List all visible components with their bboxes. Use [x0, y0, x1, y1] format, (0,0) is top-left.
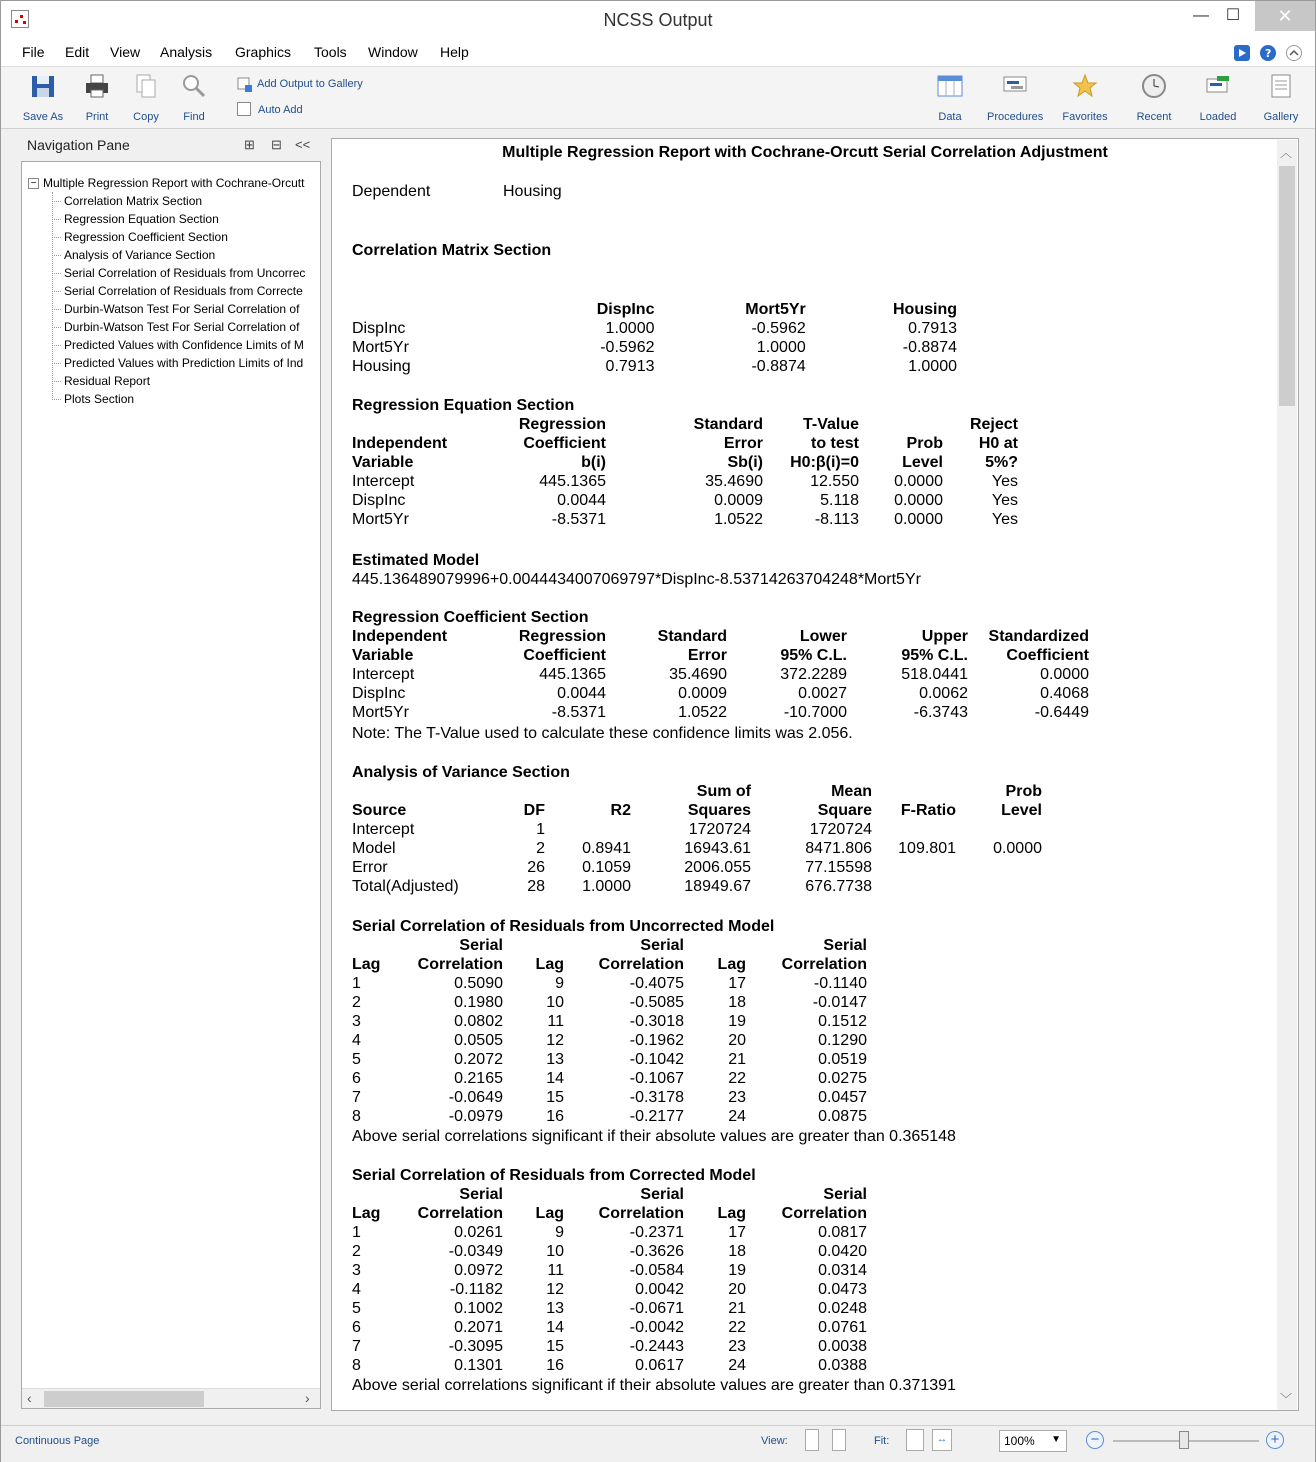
nav-item-predicted-prediction[interactable]: Predicted Values with Prediction Limits of Ind — [52, 354, 305, 372]
table-row: Intercept 445.1365 35.4690 12.550 0.0000 Yes — [352, 473, 1018, 490]
print-icon — [84, 73, 110, 99]
table-header-row: Independent Regression Standard Lower Upper Standardized — [352, 628, 1089, 645]
nav-item-analysis-of-variance[interactable]: Analysis of Variance Section — [52, 246, 305, 264]
table-row: 3 0.0802 11 -0.3018 19 0.1512 — [352, 1013, 867, 1030]
table-row: 6 0.2165 14 -0.1067 22 0.0275 — [352, 1070, 867, 1087]
table-row: 3 0.0972 11 -0.0584 19 0.0314 — [352, 1262, 867, 1279]
table-row: Total(Adjusted) 28 1.0000 18949.67 676.7738 — [352, 878, 872, 895]
nav-item-residual-report[interactable]: Residual Report — [52, 372, 305, 390]
save-icon — [30, 73, 56, 99]
chevron-down-icon: ▼ — [1051, 1434, 1061, 1445]
table-row: 5 0.2072 13 -0.1042 21 0.0519 — [352, 1051, 867, 1068]
maximize-button[interactable]: ☐ — [1225, 7, 1241, 24]
report-vertical-scrollbar[interactable] — [1277, 140, 1297, 1410]
serial-corrected-note: Above serial correlations significant if their absolute values are greater than 0.371391 — [352, 1377, 956, 1394]
regression-coefficient-title: Regression Coefficient Section — [352, 609, 589, 626]
table-row: Mort5Yr -8.5371 1.0522 -8.113 0.0000 Yes — [352, 511, 1018, 528]
scroll-up-icon[interactable]: ︿ — [1280, 146, 1293, 160]
table-header-row: Lag Correlation Lag Correlation Lag Correlation — [352, 956, 867, 973]
table-row: Intercept 1 1720724 1720724 — [352, 821, 872, 838]
navigation-pane-title: Navigation Pane — [27, 137, 130, 153]
print-button[interactable] — [69, 73, 125, 123]
table-row: 2 0.1980 10 -0.5085 18 -0.0147 — [352, 994, 867, 1011]
tree-collapse-icon[interactable]: − — [28, 178, 39, 189]
zoom-slider-thumb[interactable] — [1179, 1431, 1189, 1449]
favorites-button[interactable] — [1057, 73, 1113, 123]
table-row: Housing 0.7913 -0.8874 1.0000 — [352, 358, 957, 375]
gallery-button[interactable] — [1253, 73, 1309, 123]
loaded-label: Loaded — [1199, 111, 1237, 123]
table-row: Intercept 445.1365 35.4690 372.2289 518.0441 0.0000 — [352, 666, 1089, 683]
auto-add-checkbox[interactable] — [237, 102, 251, 116]
hide-pane-button[interactable]: << — [295, 137, 311, 152]
single-page-view-icon[interactable] — [805, 1429, 819, 1451]
table-header-row: Regression Standard T-Value Reject — [518, 416, 1018, 433]
anova-title: Analysis of Variance Section — [352, 764, 570, 781]
title-bar — [1, 1, 1315, 39]
table-header-row: DispInc Mort5Yr Housing — [596, 301, 957, 318]
table-header-row: Variable b(i) Sb(i) H0:β(i)=0 Level 5%? — [352, 454, 1018, 471]
star-icon — [1072, 73, 1098, 99]
menu-edit[interactable]: Edit — [65, 44, 90, 60]
nav-item-durbin-watson-1[interactable]: Durbin-Watson Test For Serial Correlation of — [52, 300, 305, 318]
table-header-row: Variable Coefficient Error 95% C.L. 95% C.L. Coefficient — [352, 647, 1089, 664]
nav-horizontal-scrollbar[interactable] — [22, 1388, 320, 1408]
table-row: 5 0.1002 13 -0.0671 21 0.0248 — [352, 1300, 867, 1317]
magnifier-icon — [181, 73, 207, 99]
minimize-button[interactable]: — — [1193, 7, 1209, 24]
tree-root-label: Multiple Regression Report with Cochrane-Orcutt — [43, 176, 305, 190]
nav-item-regression-equation[interactable]: Regression Equation Section — [52, 210, 305, 228]
nav-scroll-thumb[interactable] — [44, 1391, 204, 1407]
auto-add-label: Auto Add — [258, 104, 303, 116]
collapse-all-icon[interactable]: ⊟ — [271, 137, 282, 152]
status-bar — [1, 1425, 1315, 1462]
serial-corrected-table — [352, 1185, 867, 1375]
procedures-label: Procedures — [987, 111, 1044, 123]
serial-corrected-title: Serial Correlation of Residuals from Corrected Model — [352, 1167, 756, 1184]
scroll-right-icon[interactable]: › — [305, 1390, 310, 1406]
table-row: DispInc 0.0044 0.0009 5.118 0.0000 Yes — [352, 492, 1018, 509]
nav-item-predicted-confidence[interactable]: Predicted Values with Confidence Limits of M — [52, 336, 305, 354]
zoom-select[interactable] — [999, 1430, 1067, 1452]
table-row: Model 2 0.8941 16943.61 8471.806 109.801 0.0000 — [352, 840, 1042, 857]
find-button[interactable] — [166, 73, 222, 123]
table-header-row: Serial Serial Serial — [459, 937, 867, 954]
expand-all-icon[interactable]: ⊞ — [244, 137, 255, 152]
loaded-button[interactable] — [1190, 73, 1246, 123]
table-row: 6 0.2071 14 -0.0042 22 0.0761 — [352, 1319, 867, 1336]
procedures-button[interactable] — [987, 73, 1043, 123]
table-header-row: Source DF R2 Squares Square F-Ratio Level — [352, 802, 1042, 819]
scroll-left-icon[interactable]: ‹ — [27, 1390, 32, 1406]
serial-uncorrected-note: Above serial correlations significant if their absolute values are greater than 0.365148 — [352, 1128, 956, 1145]
add-output-icon — [237, 77, 253, 93]
gallery-icon — [1268, 73, 1294, 99]
spreadsheet-icon — [937, 73, 963, 99]
zoom-out-icon[interactable]: − — [1086, 1431, 1104, 1449]
confidence-limits-note: Note: The T-Value used to calculate these confidence limits was 2.056. — [352, 725, 853, 742]
menu-graphics[interactable]: Graphics — [235, 44, 292, 60]
table-header-row: Lag Correlation Lag Correlation Lag Correlation — [352, 1205, 867, 1222]
report-title: Multiple Regression Report with Cochrane-Orcutt Serial Correlation Adjustment — [502, 144, 1108, 161]
fit-label: Fit: — [874, 1435, 890, 1447]
navigation-pane — [21, 161, 321, 1409]
find-label: Find — [183, 111, 205, 123]
serial-uncorrected-table — [352, 936, 867, 1126]
correlation-matrix-title: Correlation Matrix Section — [352, 242, 552, 259]
report-pane — [331, 138, 1299, 1411]
copy-icon — [133, 73, 159, 99]
svg-text:?: ? — [1265, 47, 1272, 60]
procedures-icon — [1002, 73, 1028, 99]
menu-view[interactable]: View — [110, 44, 141, 60]
view-label: View: — [761, 1435, 788, 1447]
fit-page-icon[interactable] — [906, 1429, 924, 1451]
table-row: 4 -0.1182 12 0.0042 20 0.0473 — [352, 1281, 867, 1298]
estimated-model-title: Estimated Model — [352, 552, 480, 569]
zoom-value: 100% — [1004, 1434, 1035, 1448]
menu-tools[interactable]: Tools — [314, 44, 347, 60]
clock-icon — [1141, 73, 1167, 99]
dependent-label: Dependent — [352, 183, 431, 200]
favorites-label: Favorites — [1062, 111, 1108, 123]
table-row: 7 -0.3095 15 -0.2443 23 0.0038 — [352, 1338, 867, 1355]
collapse-ribbon-icon[interactable] — [1286, 45, 1302, 61]
recent-label: Recent — [1136, 111, 1172, 123]
table-row: 2 -0.0349 10 -0.3626 18 0.0420 — [352, 1243, 867, 1260]
table-row: DispInc 0.0044 0.0009 0.0027 0.0062 0.4068 — [352, 685, 1089, 702]
close-button[interactable]: ✕ — [1255, 1, 1315, 31]
table-row: Error 26 0.1059 2006.055 77.15598 — [352, 859, 872, 876]
table-row: 4 0.0505 12 -0.1962 20 0.1290 — [352, 1032, 867, 1049]
nav-item-durbin-watson-2[interactable]: Durbin-Watson Test For Serial Correlation of — [52, 318, 305, 336]
tree-children — [52, 192, 305, 408]
help-icon[interactable] — [1260, 45, 1276, 61]
nav-item-correlation-matrix[interactable]: Correlation Matrix Section — [52, 192, 305, 210]
nav-item-serial-uncorrected[interactable]: Serial Correlation of Residuals from Uncorrec — [52, 264, 305, 282]
nav-item-serial-corrected[interactable]: Serial Correlation of Residuals from Correcte — [52, 282, 305, 300]
table-row: 8 0.1301 16 0.0617 24 0.0388 — [352, 1357, 867, 1374]
table-row: 1 0.0261 9 -0.2371 17 0.0817 — [352, 1224, 867, 1241]
recent-button[interactable] — [1126, 73, 1182, 123]
table-row: Mort5Yr -0.5962 1.0000 -0.8874 — [352, 339, 957, 356]
scroll-down-icon[interactable]: ﹀ — [1280, 1392, 1293, 1406]
menu-window[interactable]: Window — [368, 44, 418, 60]
dependent-value: Housing — [503, 183, 562, 200]
regression-coefficient-table — [352, 627, 1089, 722]
navigation-pane-header — [21, 135, 321, 155]
correlation-matrix-table — [352, 300, 957, 376]
menu-analysis[interactable]: Analysis — [160, 44, 213, 60]
menu-help[interactable]: Help — [440, 44, 469, 60]
table-header-row: Independent Coefficient Error to test Prob H0 at — [352, 435, 1018, 452]
window-title: NCSS Output — [603, 10, 713, 30]
save-as-button[interactable] — [15, 73, 71, 123]
menu-file[interactable]: File — [22, 44, 45, 60]
print-label: Print — [85, 111, 109, 123]
report-scroll-thumb[interactable] — [1279, 166, 1295, 406]
nav-item-regression-coefficient[interactable]: Regression Coefficient Section — [52, 228, 305, 246]
data-label: Data — [938, 111, 962, 123]
tree-root-item[interactable] — [28, 176, 304, 190]
data-button[interactable] — [922, 73, 978, 123]
anova-table — [352, 782, 1042, 896]
status-text: Continuous Page — [15, 1435, 100, 1447]
regression-equation-title: Regression Equation Section — [352, 397, 575, 414]
gallery-label: Gallery — [1263, 111, 1299, 123]
copy-label: Copy — [133, 111, 159, 123]
estimated-model-equation: 445.136489079996+0.0044434007069797*DispInc-8.53714263704248*Mort5Yr — [352, 571, 921, 588]
fit-width-icon[interactable]: ↔ — [932, 1429, 952, 1451]
continuous-view-icon[interactable] — [832, 1429, 846, 1451]
table-header-row: Serial Serial Serial — [459, 1186, 867, 1203]
loaded-icon — [1205, 73, 1231, 99]
toolbar — [1, 67, 1315, 129]
add-output-to-gallery-button[interactable]: Add Output to Gallery — [257, 78, 363, 90]
table-row: Mort5Yr -8.5371 1.0522 -10.7000 -6.3743 -0.6449 — [352, 704, 1089, 721]
serial-uncorrected-title: Serial Correlation of Residuals from Uncorrected Model — [352, 918, 775, 935]
table-header-row: Sum of Mean Prob — [696, 783, 1042, 800]
table-row: 8 -0.0979 16 -0.2177 24 0.0875 — [352, 1108, 867, 1125]
save-as-label: Save As — [22, 111, 64, 123]
menu-bar — [1, 39, 1315, 67]
regression-equation-table — [352, 415, 1018, 529]
nav-item-plots[interactable]: Plots Section — [52, 390, 305, 408]
table-row: DispInc 1.0000 -0.5962 0.7913 — [352, 320, 957, 337]
table-row: 1 0.5090 9 -0.4075 17 -0.1140 — [352, 975, 867, 992]
table-row: 7 -0.0649 15 -0.3178 23 0.0457 — [352, 1089, 867, 1106]
zoom-in-icon[interactable]: + — [1266, 1431, 1284, 1449]
play-icon[interactable] — [1234, 45, 1250, 61]
